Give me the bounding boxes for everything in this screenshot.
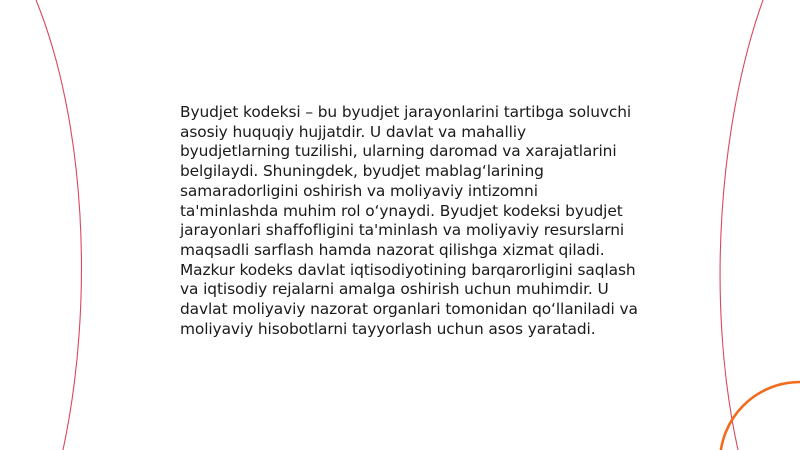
right-curve (720, 0, 763, 450)
left-curve (36, 0, 81, 450)
orange-circle (720, 382, 800, 450)
body-paragraph: Byudjet kodeksi – bu byudjet jarayonlarini tartibga soluvchi asosiy huquqiy hujjatdir. U davlat va mahalliy byudjetlarning tuzilishi, ularning daromad va xarajatlarini belgilaydi. Shuningdek, byudjet mablag‘larining samaradorligini oshirish va moliyaviy intizomni ta'minlashda muhim rol o‘ynaydi. Byudjet kodeksi byudjet jarayonlari shaffofligini ta'minlash va moliyaviy resurslarni maqsadli sarflash hamda nazorat qilishga xizmat qiladi. Mazkur kodeks davlat iqtisodiyotining barqarorligini saqlash va iqtisodiy rejalarni amalga oshirish uchun muhimdir. U davlat moliyaviy nazorat organlari tomonidan qo‘llaniladi va moliyaviy hisobotlarni tayyorlash uchun asos yaratadi. (180, 103, 638, 338)
